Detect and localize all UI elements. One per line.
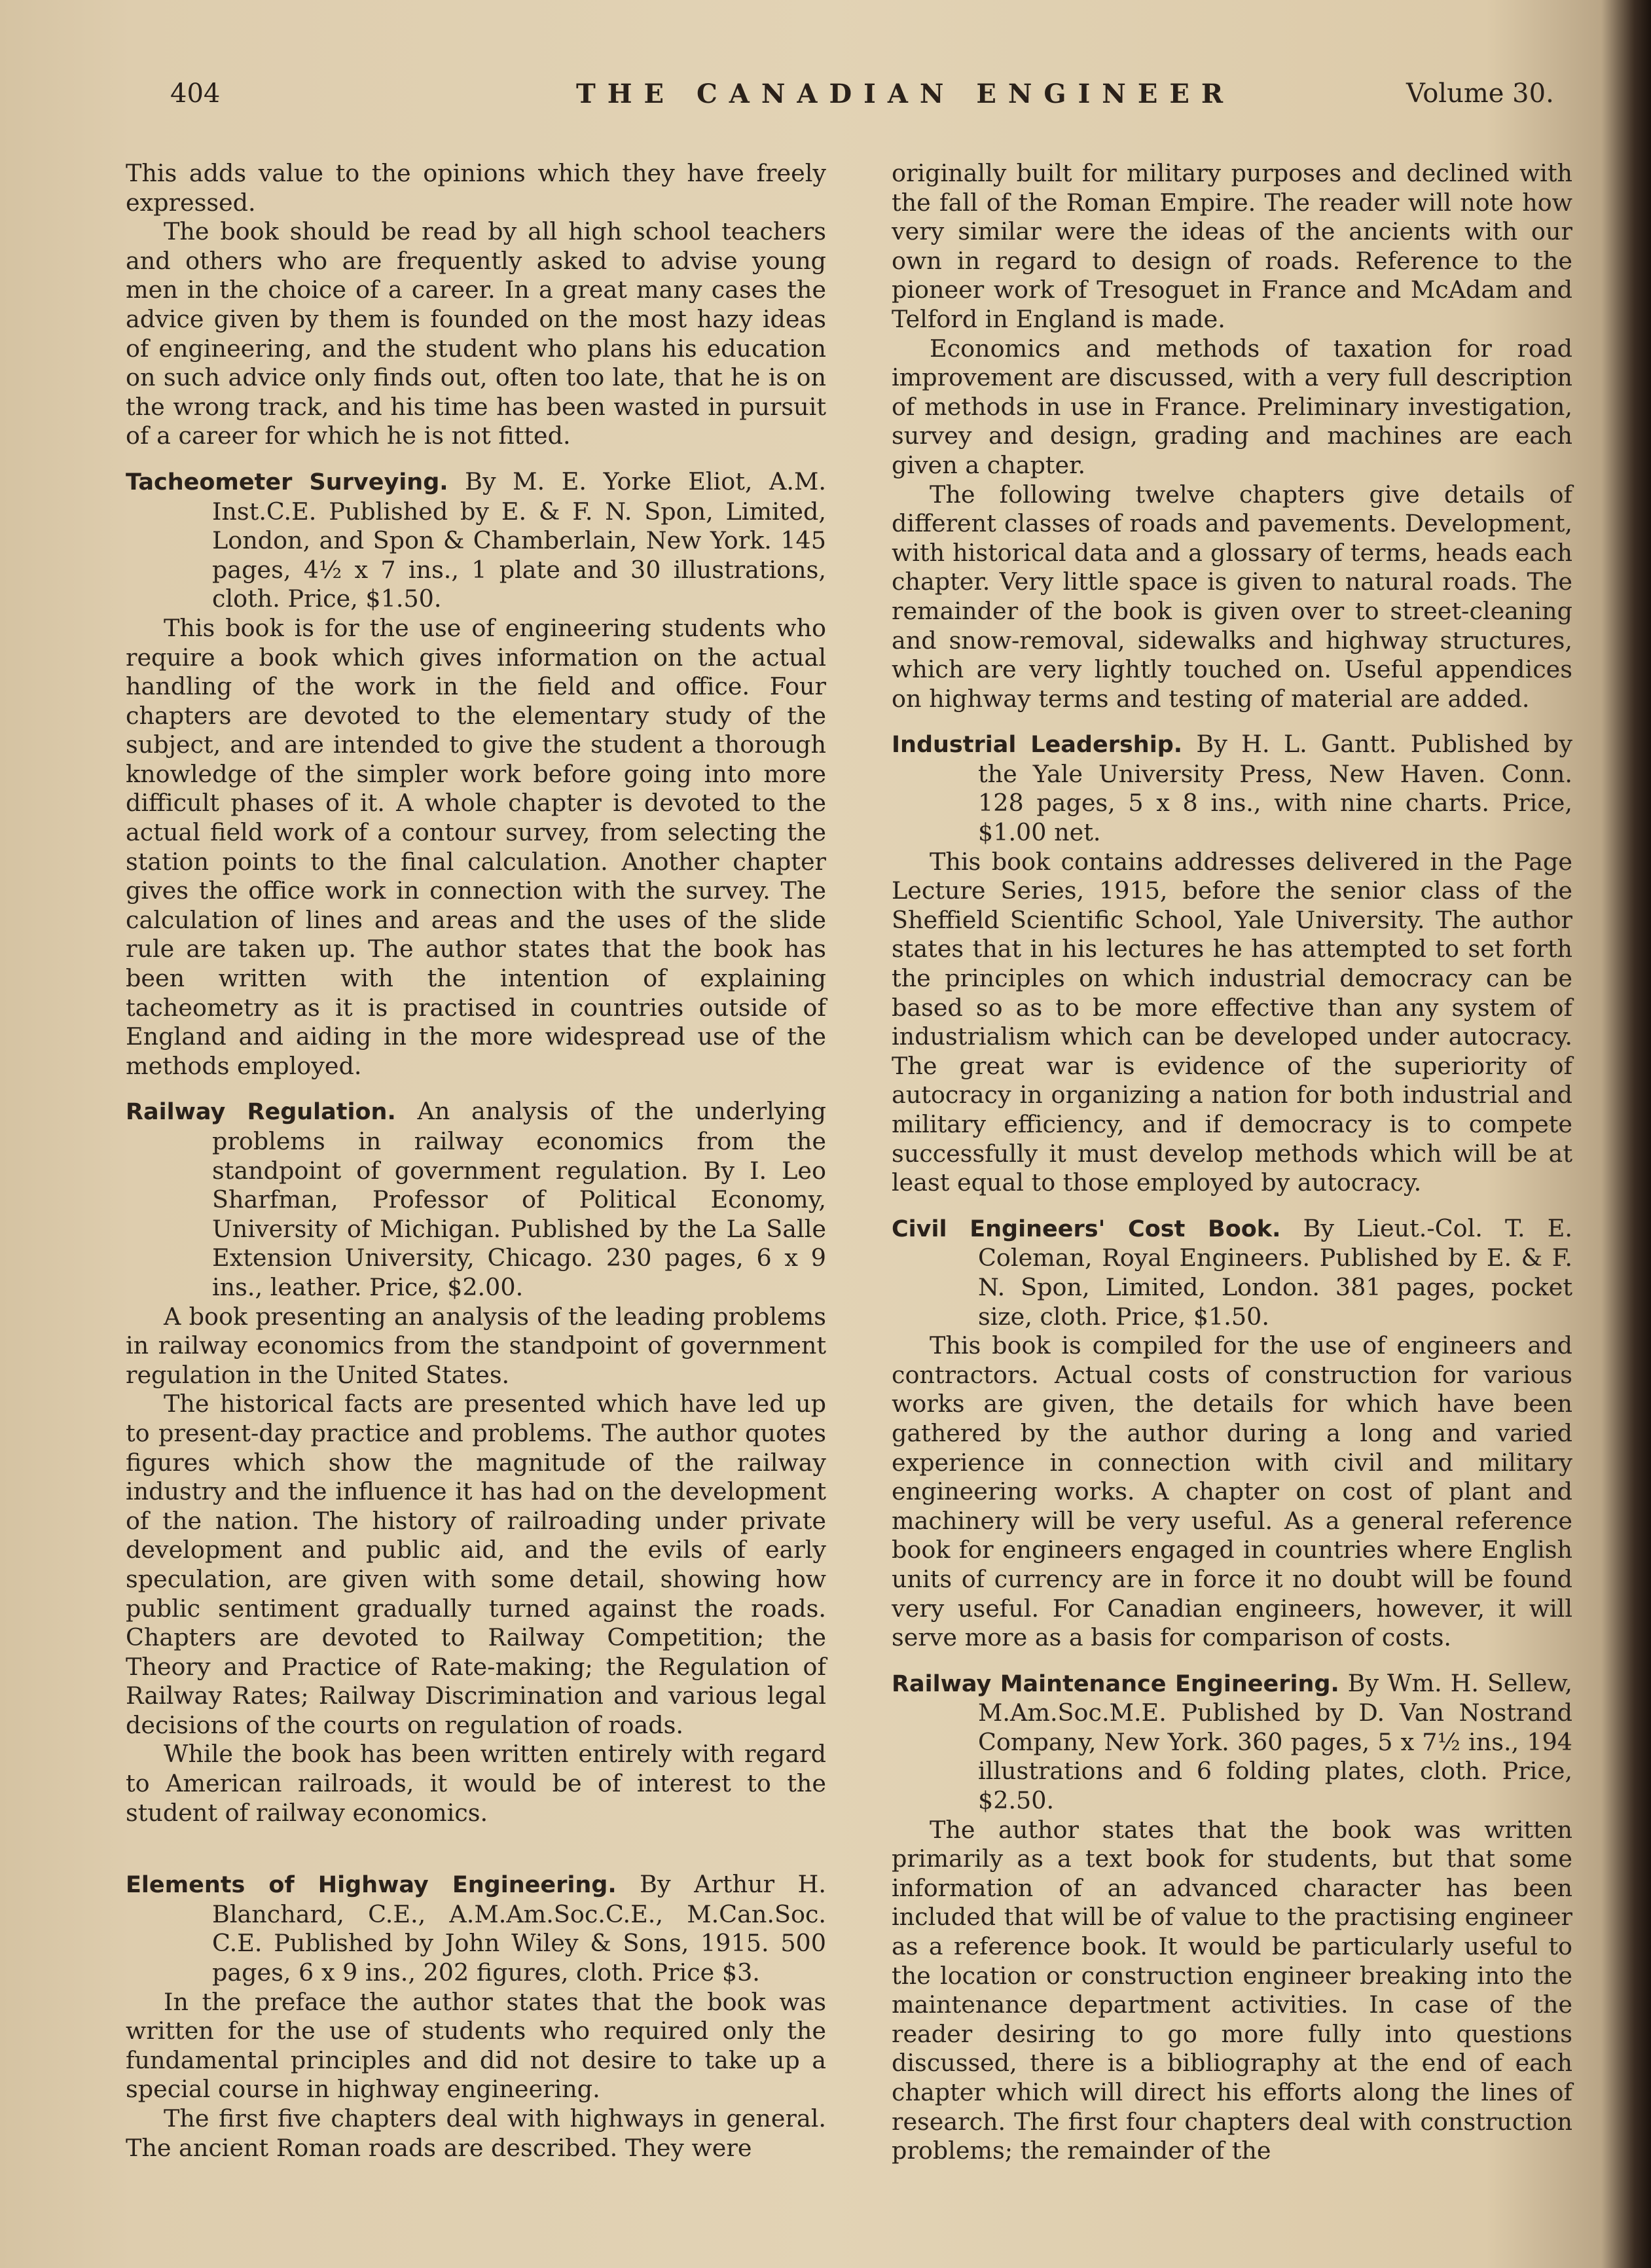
paragraph: This adds value to the opinions which they have freely expressed. bbox=[126, 159, 826, 217]
review-paragraph: The author states that the book was written primarily as a text book for students, but that some information of an advanced character has been included that will be of value to the practising engineer as a reference book. It would be particularly useful to the location or construction engineer breaking into the maintenance department activities. In case of the reader desiring to go more fully into questions discussed, there is a bibliography at the end of each chapter which will direct his efforts along the lines of research. The first four chapters deal with construction problems; the remainder of the bbox=[892, 1815, 1572, 2165]
review-paragraph: This book is for the use of engineering students who require a book which gives information on the actual handling of the work in the field and office. Four chapters are devoted to the elementary study of the subject, and are intended to give the student a thorough knowledge of the simpler work before going into more difficult phases of it. A whole chapter is devoted to the actual field work of a contour survey, from selecting the station points to the final calculation. Another chapter gives the office work in connection with the survey. The calculation of lines and areas and the uses of the slide rule are taken up. The author states that the book has been written with the intention of explaining tacheometry as it is practised in countries outside of England and aiding in the more widespread use of the methods employed. bbox=[126, 613, 826, 1080]
book-details: By Wm. H. Sellew, M.Am.Soc.M.E. Published by D. Van Nostrand Company, New York. 360 pages, 5 x 7½ ins., 194 illustrations and 6 folding plates, cloth. Price, $2.50. bbox=[978, 1668, 1572, 1815]
book-entry-heading bbox=[892, 1669, 1572, 1816]
book-details: By H. L. Gantt. Published by the Yale University Press, New Haven. Conn. 128 pages, 5 x 8 ins., with nine charts. Price, $1.00 net. bbox=[978, 730, 1573, 847]
left-column bbox=[126, 159, 826, 2163]
journal-title: THE CANADIAN ENGINEER bbox=[576, 79, 1235, 109]
paragraph: originally built for military purposes and declined with the fall of the Roman Empire. The reader will note how very similar were the ideas of the ancients with our own in regard to design of roads. Reference to the pioneer work of Tresoguet in France and McAdam and Telford in England is made. bbox=[892, 159, 1572, 333]
review-paragraph: While the book has been written entirely with regard to American railroads, it would be of interest to the student of railway economics. bbox=[126, 1740, 826, 1827]
book-title: Tacheometer Surveying. bbox=[126, 469, 448, 495]
book-entry-heading bbox=[126, 467, 826, 614]
paragraph: The following twelve chapters give details of different classes of roads and pavements. Development, with historical data and a glossary of terms, heads each chapter. Very little space is given to natural roads. The remainder of the book is given over to street-cleaning and snow-removal, sidewalks and highway structures, which are very lightly touched on. Useful appendices on highway terms and testing of material are added. bbox=[892, 480, 1572, 713]
book-title: Railway Regulation. bbox=[126, 1099, 396, 1126]
review-paragraph: In the preface the author states that the book was written for the use of students who required only the fundamental principles and did not desire to take up a special course in highway engineering. bbox=[126, 1987, 826, 2104]
book-title: Industrial Leadership. bbox=[892, 732, 1183, 759]
book-entry-heading bbox=[892, 1214, 1572, 1331]
book-entry-heading bbox=[892, 730, 1572, 847]
book-details: By M. E. Yorke Eliot, A.M. Inst.C.E. Published by E. & F. N. Spon, Limited, London, and Spon & Chamberlain, New York. 145 pages, 4½ x 7 ins., 1 plate and 30 illustrations, cloth. Price, $1.50. bbox=[212, 467, 826, 613]
review-paragraph: A book presenting an analysis of the leading problems in railway economics from the standpoint of government regulation in the United States. bbox=[126, 1302, 826, 1389]
page-number: 404 bbox=[170, 79, 221, 109]
review-paragraph: This book is compiled for the use of engineers and contractors. Actual costs of construction for various works are given, the details for which have been gathered by the author during a long and varied experience in connection with civil and military engineering works. A chapter on cost of plant and machinery will be very useful. As a general reference book for engineers engaged in countries where English units of currency are in force it no doubt will be found very useful. For Canadian engineers, however, it will serve more as a basis for comparison of costs. bbox=[892, 1331, 1572, 1652]
book-entry-heading bbox=[126, 1870, 826, 1987]
page-header bbox=[0, 79, 1651, 131]
section-gap bbox=[126, 1827, 826, 1854]
volume-label: Volume 30. bbox=[1406, 79, 1554, 109]
book-details: By Arthur H. Blanchard, C.E., A.M.Am.Soc.C.E., M.Can.Soc. C.E. Published by John Wiley & Sons, 1915. 500 pages, 6 x 9 ins., 202 figures, cloth. Price $3. bbox=[212, 1870, 826, 1987]
book-details: By Lieut.-Col. T. E. Coleman, Royal Engineers. Published by E. & F. N. Spon, Limited, London. 381 pages, pocket size, cloth. Price, $1.50. bbox=[978, 1214, 1572, 1331]
book-title: Railway Maintenance Engineering. bbox=[892, 1670, 1339, 1697]
book-details: An analysis of the underlying problems in railway economics from the standpoint of government regulation. By I. Leo Sharfman, Professor of Political Economy, University of Michigan. Published by the La Salle Extension University, Chicago. 230 pages, 6 x 9 ins., leather. Price, $2.00. bbox=[212, 1097, 827, 1301]
book-title: Civil Engineers' Cost Book. bbox=[892, 1215, 1281, 1242]
review-paragraph: The historical facts are presented which have led up to present-day practice and problems. The author quotes figures which show the magnitude of the railway industry and the influence it has had on the development of the nation. The history of railroading under private development and public aid, and the evils of early speculation, are given with some detail, showing how public sentiment gradually turned against the roads. Chapters are devoted to Railway Competition; the Theory and Practice of Rate-making; the Regulation of Railway Rates; Railway Discrimination and various legal decisions of the courts on regulation of roads. bbox=[126, 1390, 826, 1739]
paragraph: Economics and methods of taxation for road improvement are discussed, with a very full description of methods in use in France. Preliminary investigation, survey and design, grading and machines are each given a chapter. bbox=[892, 334, 1572, 479]
right-column bbox=[892, 159, 1572, 2166]
paragraph: The book should be read by all high school teachers and others who are frequently asked to advise young men in the choice of a career. In a great many cases the advice given by them is founded on the most hazy ideas of engineering, and the student who plans his education on such advice only finds out, often too late, that he is on the wrong track, and his time has been wasted in pursuit of a career for which he is not fitted. bbox=[126, 217, 826, 450]
book-title: Elements of Highway Engineering. bbox=[126, 1872, 617, 1899]
book-entry-heading bbox=[126, 1097, 826, 1302]
review-paragraph: This book contains addresses delivered in the Page Lecture Series, 1915, before the senior class of the Sheffield Scientific School, Yale University. The author states that in his lectures he has attempted to set forth the principles on which industrial democracy can be based so as to be more effective than any system of industrialism which can be developed under autocracy. The great war is evidence of the superiority of autocracy in organizing a nation for both industrial and military efficiency, and if democracy is to compete successfully it must develop methods which will be at least equal to those employed by autocracy. bbox=[892, 847, 1572, 1197]
review-paragraph: The first five chapters deal with highways in general. The ancient Roman roads are described. They were bbox=[126, 2104, 826, 2162]
